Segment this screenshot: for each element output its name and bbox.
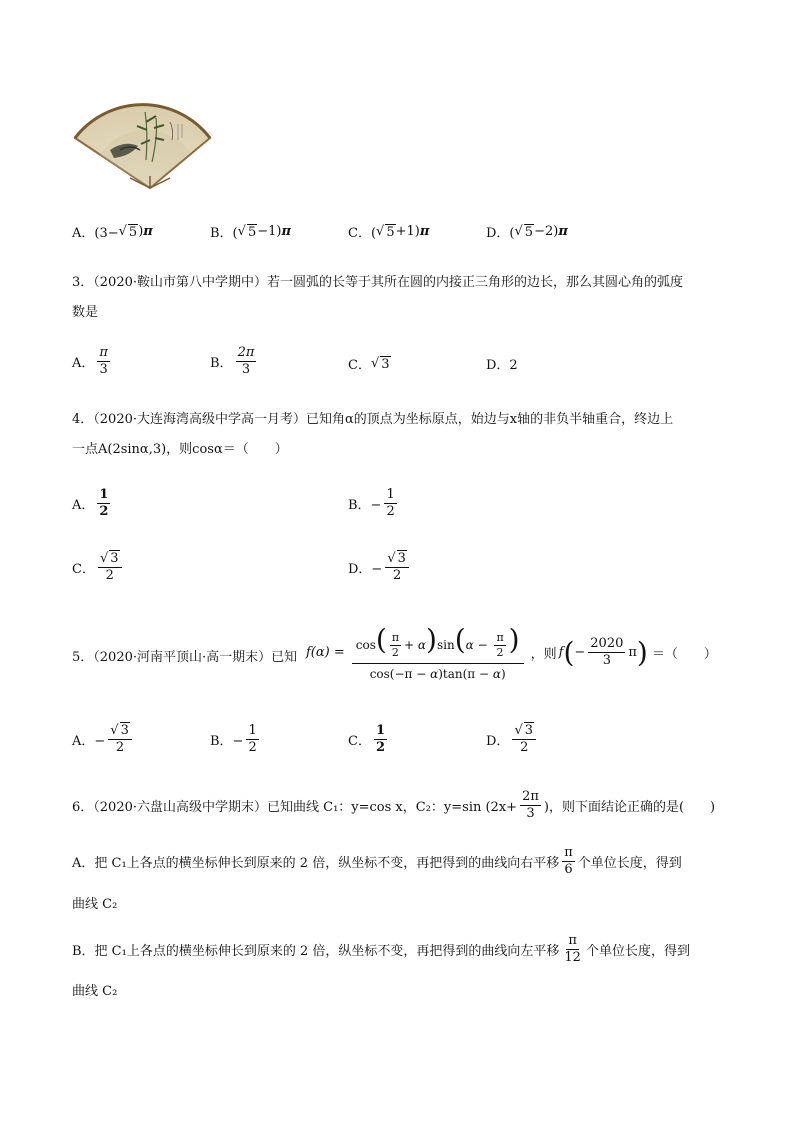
q5-d-label: D． bbox=[486, 734, 510, 750]
q5-b-label: B．− bbox=[210, 734, 244, 750]
q5-tail: ＝（ ） bbox=[651, 647, 717, 663]
q5-main-fraction bbox=[352, 624, 524, 681]
q5-option-c bbox=[348, 724, 390, 756]
q6-stem bbox=[72, 790, 715, 822]
q4-d-den: 2 bbox=[392, 568, 402, 584]
q6-frac-num: 2π bbox=[520, 790, 541, 806]
q5-option-d bbox=[486, 724, 539, 756]
q6-option-a-line2: 曲线 C₂ bbox=[72, 897, 118, 912]
q5-a-fraction: $\frac{√ 3}{2}$ bbox=[108, 724, 132, 756]
q5-c-num: 1 bbox=[374, 724, 387, 740]
q4-d-label: D．− bbox=[348, 562, 383, 578]
q4-b-den: 2 bbox=[386, 504, 395, 520]
q5-b-num: 1 bbox=[246, 724, 258, 740]
q6-frac-den: 3 bbox=[526, 806, 535, 822]
q6-prefix: 6．（2020·六盘山高级中学期末）已知曲线 C₁：y=cos x，C₂：y=sin (2x+ bbox=[72, 800, 518, 816]
q4-a-den: 2 bbox=[99, 504, 109, 520]
q4-option-c bbox=[72, 552, 125, 584]
q3-b-label: B． bbox=[210, 356, 233, 372]
q2-option-d: D．( √ 5 −2) π bbox=[486, 224, 568, 241]
q3-a-den: 3 bbox=[99, 362, 108, 378]
q4-c-num: 3 bbox=[110, 551, 119, 566]
q4-b-fraction bbox=[384, 488, 396, 520]
q3-a-label: A． bbox=[72, 356, 95, 372]
q5-prefix: 5．（2020·河南平顶山·高一期末）已知 bbox=[72, 650, 298, 665]
q5-option-b bbox=[210, 724, 262, 756]
q4-c-label: C． bbox=[72, 562, 95, 578]
q3-option-b bbox=[210, 346, 259, 378]
q3-c-label: C． bbox=[348, 358, 371, 373]
q5-a-label: A．− bbox=[72, 734, 106, 750]
q4-a-label: A． bbox=[72, 498, 95, 514]
q4-a-num: 1 bbox=[97, 488, 110, 504]
q4-d-fraction: $\frac{√ 3}{2}$ bbox=[385, 552, 409, 584]
q2-option-c: C．( √ 5 +1) π bbox=[348, 224, 430, 241]
q3-option-a bbox=[72, 346, 113, 378]
q4-option-d bbox=[348, 552, 412, 584]
q6-option-a-line1 bbox=[72, 846, 682, 878]
q3-b-num: 2π bbox=[236, 346, 257, 362]
q6-a-frac-den: 6 bbox=[564, 862, 573, 878]
q4-stem bbox=[72, 405, 722, 465]
q4-stem-line1: 4．（2020·大连海湾高级中学高一月考）已知角α的顶点为坐标原点，始边与x轴的非负半轴重合，终边上 bbox=[72, 412, 674, 427]
q5-a-den: 2 bbox=[115, 740, 125, 756]
q4-stem-line2: 一点A(2sinα,3)，则cosα＝（ ） bbox=[72, 442, 288, 457]
q3-d-label: D．2 bbox=[486, 358, 518, 373]
q5-d-den: 2 bbox=[520, 740, 529, 756]
q4-c-fraction: $\frac{√ 3}{2}$ bbox=[98, 552, 122, 584]
q4-option-b bbox=[348, 488, 400, 520]
q3-stem-line2: 数是 bbox=[72, 305, 99, 320]
q5-d-fraction: $\frac{√ 3}{2}$ bbox=[512, 724, 536, 756]
q6-a-post: 个单位长度，得到 bbox=[577, 856, 682, 872]
q3-stem bbox=[72, 268, 722, 328]
q5-d-num: 3 bbox=[524, 723, 534, 738]
q3-option-c: C． √ 3 bbox=[348, 356, 390, 373]
q5-formula: f(α) = cos( $\frac{\pi}{2}$ + α)sin(α − $\frac{\pi}{2}$ ) cos(−π − α)tan(π − α) ，则 f ( − $\frac{2020}{3}$ π ) ＝（ ） bbox=[306, 623, 717, 682]
q6-b-frac-num: π bbox=[566, 934, 579, 950]
q3-b-den: 3 bbox=[241, 362, 251, 378]
q5-a-num: 3 bbox=[120, 723, 129, 738]
q4-a-fraction bbox=[97, 488, 110, 520]
q5-b-fraction bbox=[246, 724, 258, 756]
q5-f-alpha: f(α) = bbox=[306, 645, 345, 661]
q6-a-frac-num: π bbox=[562, 846, 575, 862]
q3-a-fraction bbox=[97, 346, 110, 378]
q5-b-den: 2 bbox=[248, 740, 257, 756]
q4-option-a bbox=[72, 488, 113, 520]
q5-c-fraction bbox=[374, 724, 387, 756]
q5-denominator: cos(−π − α)tan(π − α) bbox=[369, 667, 506, 682]
q6-b-fraction bbox=[562, 934, 583, 966]
q6-b-post: 个单位长度，得到 bbox=[585, 944, 690, 960]
q6-b-frac-den: 12 bbox=[564, 950, 581, 966]
q5-then: ，则 bbox=[530, 647, 557, 663]
q4-c-den: 2 bbox=[105, 568, 114, 584]
q3-a-num: π bbox=[97, 346, 110, 362]
q2-option-a: A．(3− √ 5 ) π bbox=[72, 224, 153, 241]
q6-fraction bbox=[520, 790, 541, 822]
q5-c-label: C． bbox=[348, 734, 371, 750]
q3-stem-line1: 3．（2020·鞍山市第八中学期中）若一圆弧的长等于其所在圆的内接正三角形的边长，那么其圆心角的弧度 bbox=[72, 275, 683, 290]
q5-c-den: 2 bbox=[375, 740, 385, 756]
q6-a-pre: A．把 C₁上各点的横坐标伸长到原来的 2 倍，纵坐标不变，再把得到的曲线向右平移 bbox=[72, 856, 560, 872]
q3-c-value: 3 bbox=[381, 356, 390, 372]
q4-d-num: 3 bbox=[397, 551, 406, 566]
folding-fan-image bbox=[70, 100, 215, 192]
q4-b-label: B．− bbox=[348, 498, 382, 514]
q6-suffix: )，则下面结论正确的是( ) bbox=[543, 800, 716, 816]
q3-option-d bbox=[486, 354, 518, 373]
q4-b-num: 1 bbox=[384, 488, 396, 504]
q5-numerator: cos( $\frac{\pi}{2}$ + α)sin(α − $\frac{\pi}{2}$ ) bbox=[352, 624, 524, 664]
q5-option-a bbox=[72, 724, 135, 756]
q6-option-b-line1 bbox=[72, 934, 690, 966]
q2-option-b: B．( √ 5 −1) π bbox=[210, 224, 291, 241]
q3-b-fraction bbox=[236, 346, 257, 378]
q6-a-fraction bbox=[562, 846, 575, 878]
q6-option-b-line2: 曲线 C₂ bbox=[72, 984, 118, 999]
q6-b-pre: B．把 C₁上各点的横坐标伸长到原来的 2 倍，纵坐标不变，再把得到的曲线向左平移 bbox=[72, 944, 560, 960]
